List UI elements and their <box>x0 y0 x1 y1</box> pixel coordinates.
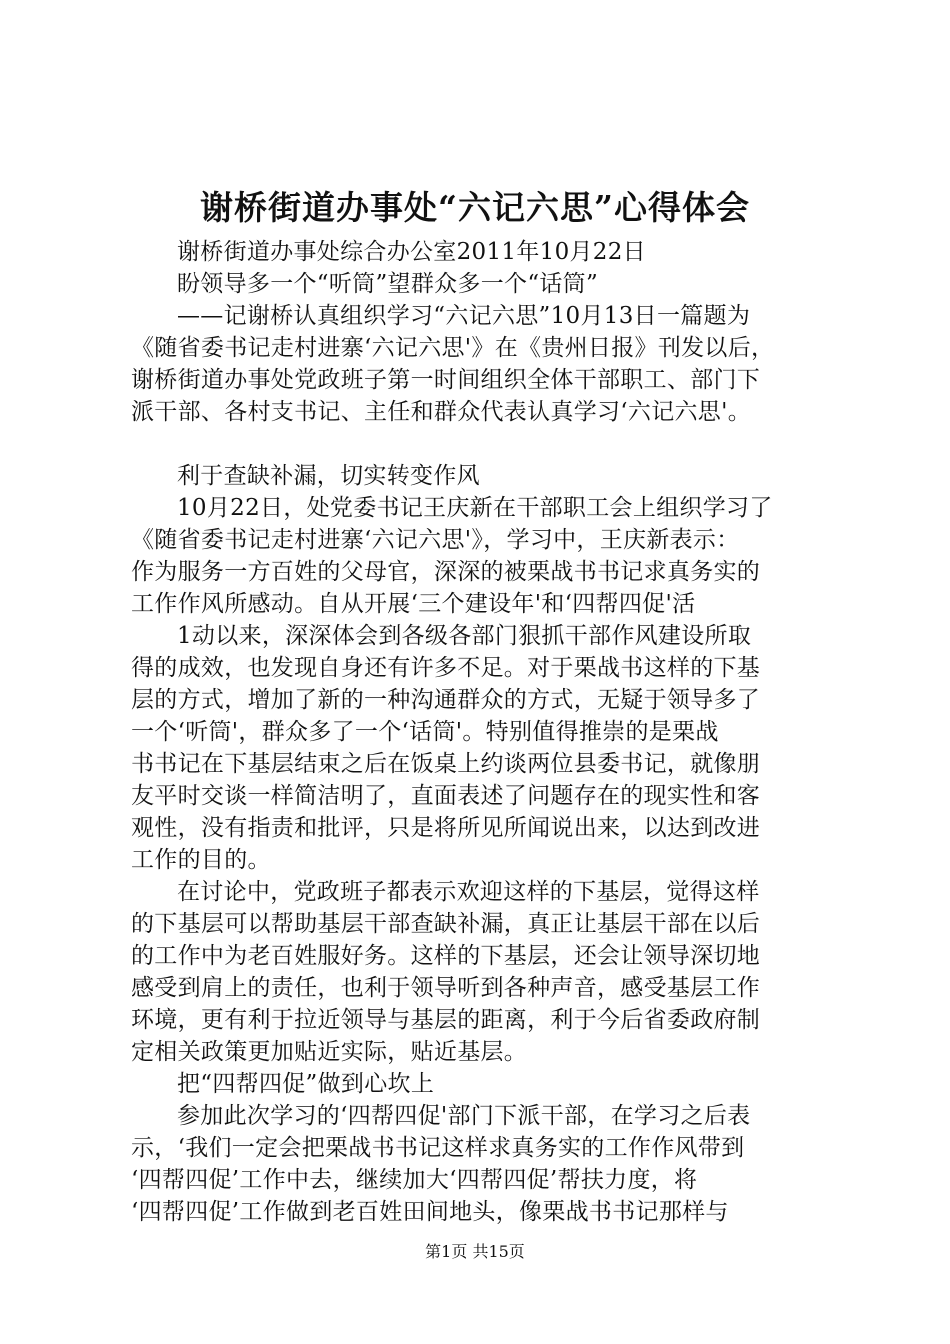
body-line: 工作的目的。 <box>131 847 271 873</box>
body-line: ‘四帮四促’工作中去，继续加大‘四帮四促’帮扶力度，将 <box>131 1167 698 1193</box>
body-line: 得的成效，也发现自身还有许多不足。对于栗战书这样的下基 <box>131 655 761 681</box>
body-line: 观性，没有指责和批评，只是将所见所闻说出来，以达到改进 <box>131 815 761 841</box>
body-line: 《随省委书记走村进寨‘六记六思'》，学习中，王庆新表示： <box>131 527 740 553</box>
body-line: 《随省委书记走村进寨‘六记六思'》在《贵州日报》刊发以后， <box>131 335 775 361</box>
body-line <box>131 428 831 460</box>
body-line: 友平时交谈一样简洁明了，直面表述了问题存在的现实性和客 <box>131 783 761 809</box>
body-line: 的下基层可以帮助基层干部查缺补漏，真正让基层干部在以后 <box>131 911 761 937</box>
body-line: 环境，更有利于拉近领导与基层的距离，利于今后省委政府制 <box>131 1007 761 1033</box>
body-line: 感受到肩上的责任，也利于领导听到各种声音，感受基层工作 <box>131 975 761 1001</box>
body-line: 的工作中为老百姓服好务。这样的下基层，还会让领导深切地 <box>131 943 761 969</box>
body-line: 盼领导多一个“听筒”望群众多一个“话筒” <box>177 271 599 297</box>
document-title: 谢桥街道办事处“六记六思”心得体会 <box>200 188 750 227</box>
body-line: 参加此次学习的‘四帮四促'部门下派干部，在学习之后表 <box>177 1103 751 1129</box>
body-line: 一个‘听筒'，群众多了一个‘话筒'。特别值得推崇的是栗战 <box>131 719 719 745</box>
body-line: 示，‘我们一定会把栗战书书记这样求真务实的工作作风带到 <box>131 1135 745 1161</box>
body-line: 书书记在下基层结束之后在饭桌上约谈两位县委书记，就像朋 <box>131 751 761 777</box>
body-line: 定相关政策更加贴近实际，贴近基层。 <box>131 1039 528 1065</box>
body-line: 派干部、各村支书记、主任和群众代表认真学习‘六记六思'。 <box>131 399 752 425</box>
body-line: ‘四帮四促’工作做到老百姓田间地头，像栗战书书记那样与 <box>131 1199 729 1225</box>
body-line: 谢桥街道办事处党政班子第一时间组织全体干部职工、部门下 <box>131 367 761 393</box>
body-line: ——记谢桥认真组织学习“六记六思”10月13日一篇题为 <box>177 303 751 329</box>
body-line: 工作作风所感动。自从开展‘三个建设年'和‘四帮四促'活 <box>131 591 696 617</box>
body-line: 层的方式，增加了新的一种沟通群众的方式，无疑于领导多了 <box>131 687 761 713</box>
document-body <box>131 236 831 1228</box>
page-footer: 第1页 共15页 <box>425 1242 525 1261</box>
body-line: 作为服务一方百姓的父母官，深深的被栗战书书记求真务实的 <box>131 559 761 585</box>
body-line: 在讨论中，党政班子都表示欢迎这样的下基层，觉得这样 <box>177 879 760 905</box>
body-line: 谢桥街道办事处综合办公室2011年10月22日 <box>177 239 646 265</box>
body-line: 利于查缺补漏，切实转变作风 <box>177 463 480 489</box>
body-line: 10月22日，处党委书记王庆新在干部职工会上组织学习了 <box>177 495 773 521</box>
body-line: 1动以来，深深体会到各级各部门狠抓干部作风建设所取 <box>177 623 752 649</box>
body-line: 把“四帮四促”做到心坎上 <box>177 1071 435 1097</box>
